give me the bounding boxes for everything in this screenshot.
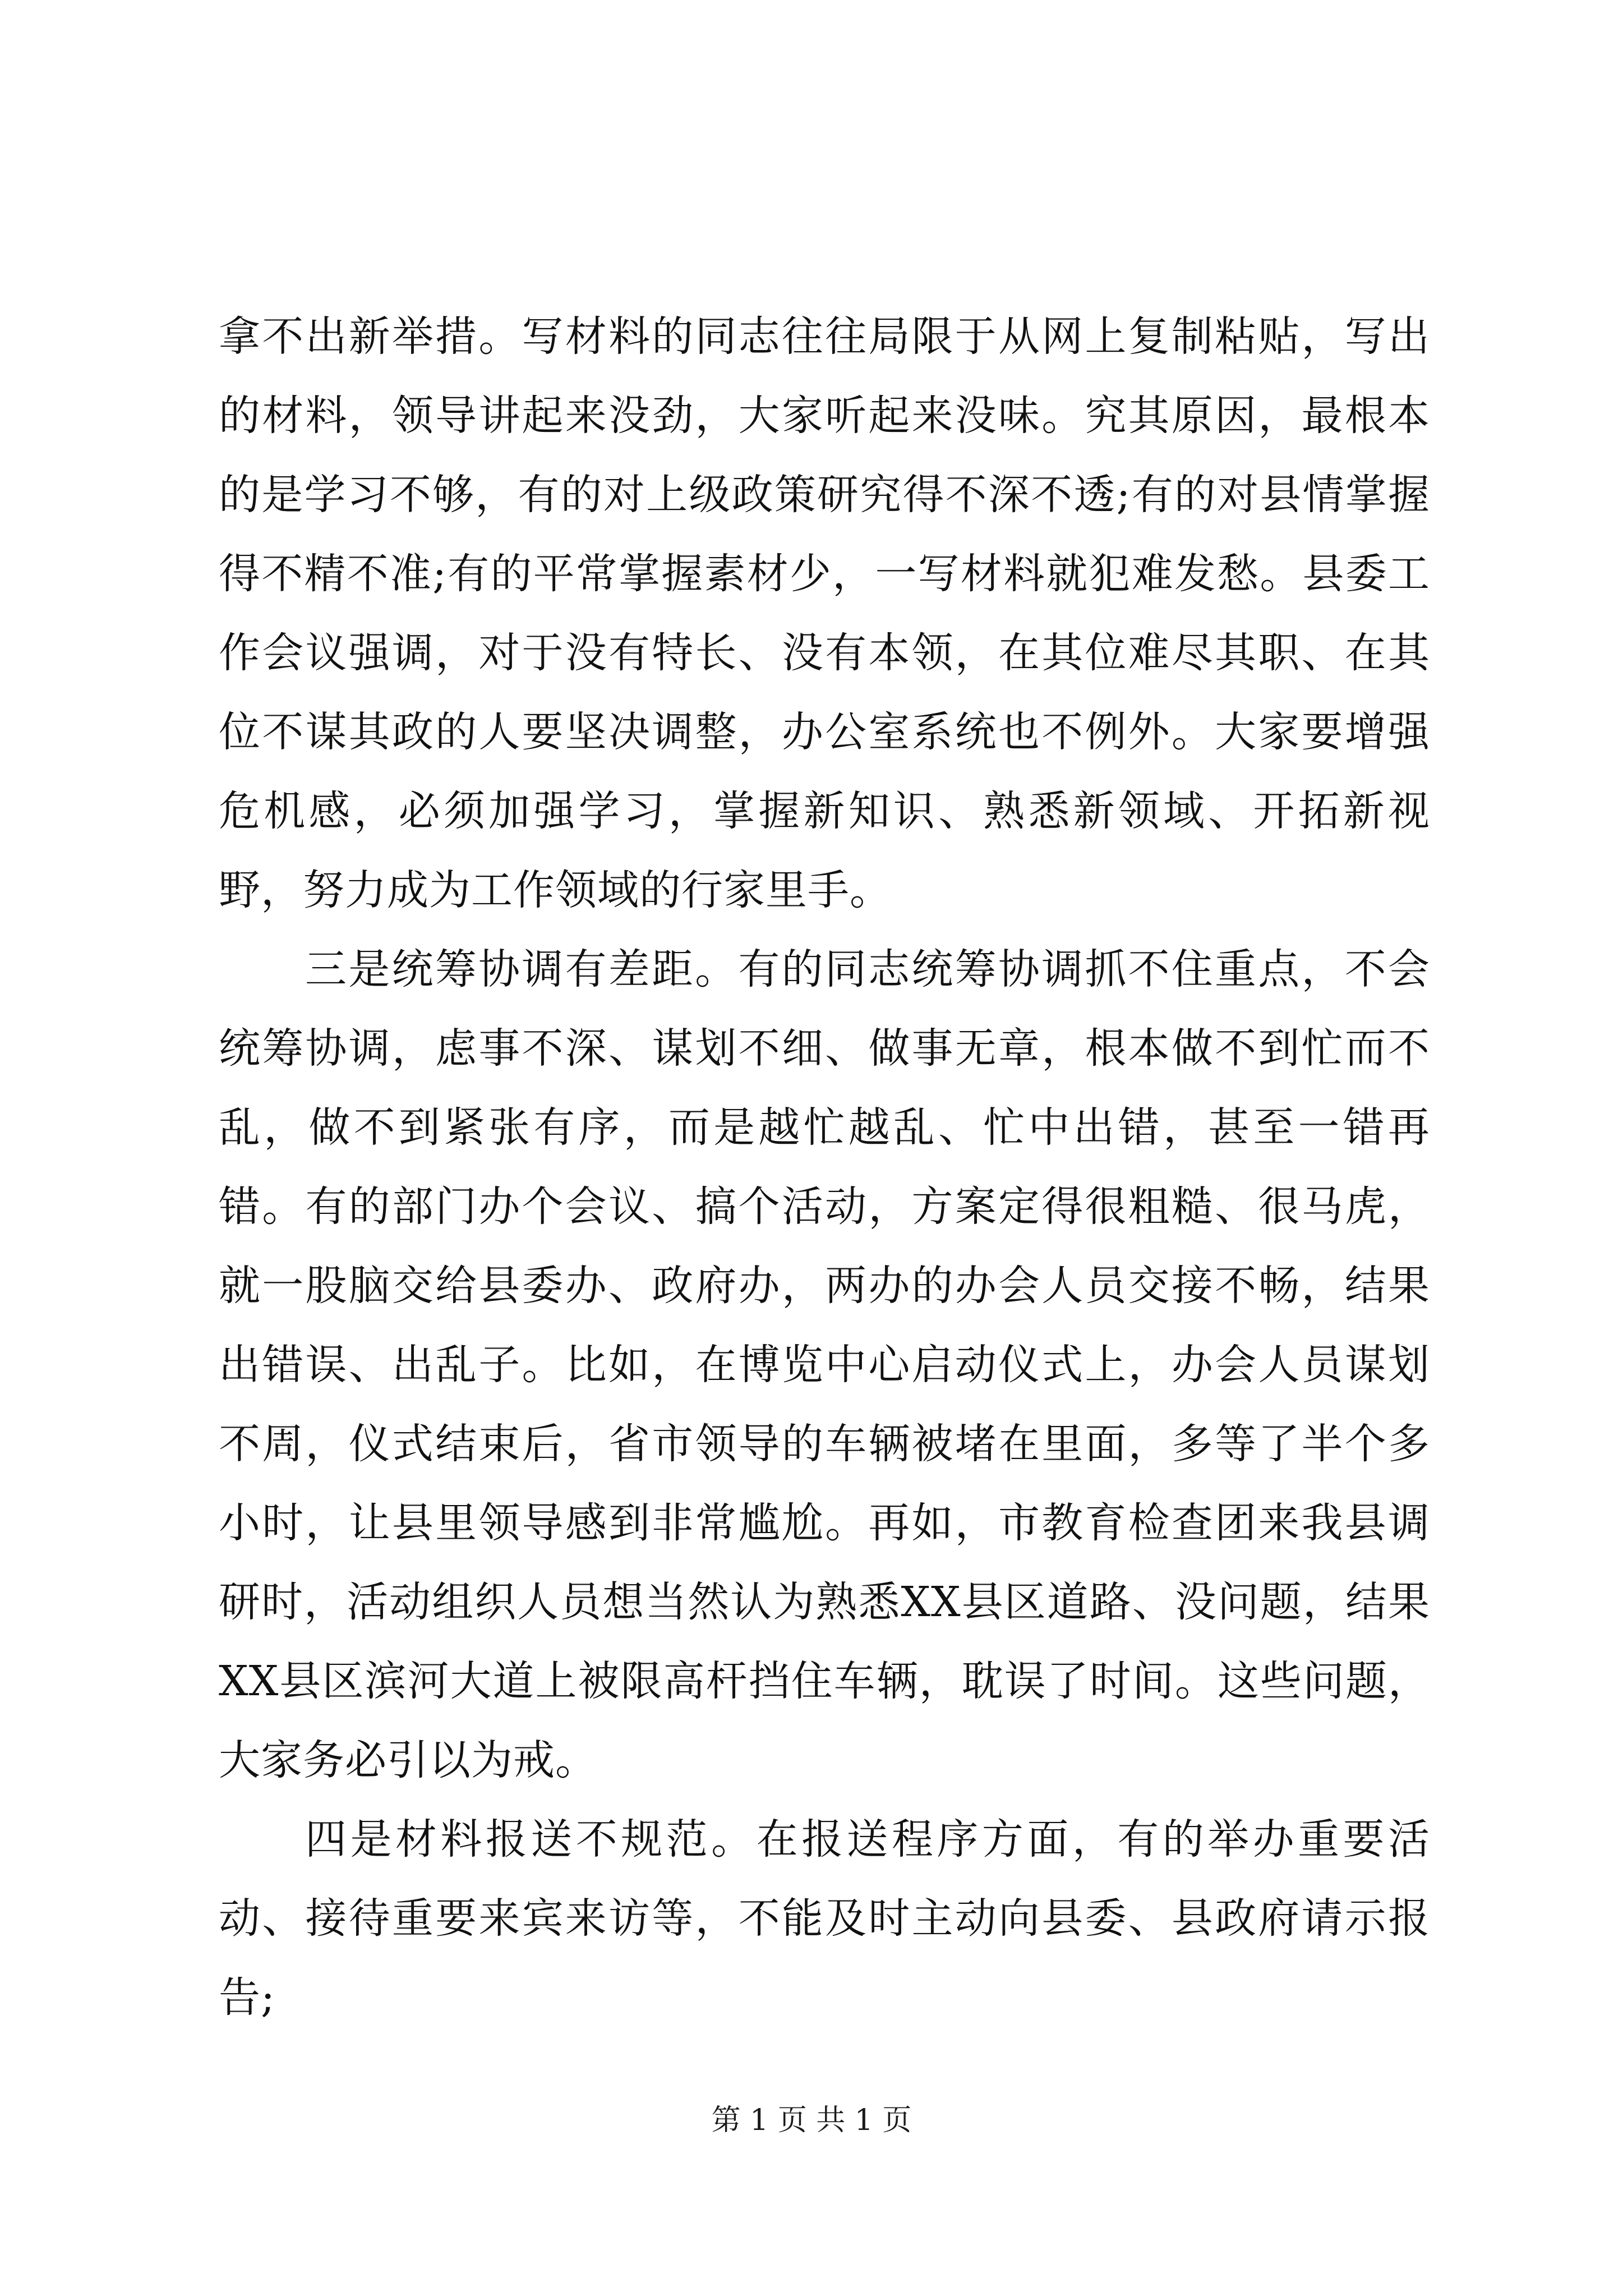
page-footer: 第 1 页 共 1 页	[711, 2104, 912, 2137]
document-body	[219, 297, 1430, 2037]
paragraph-1: 拿不出新举措。写材料的同志往往局限于从网上复制粘贴，写出的材料，领导讲起来没劲，大家听起来没味。究其原因，最根本的是学习不够，有的对上级政策研究得不深不透;有的对县情掌握得不精不准;有的平常掌握素材少，一写材料就犯难发愁。县委工作会议强调，对于没有特长、没有本领，在其位难尽其职、在其位不谋其政的人要坚决调整，办公室系统也不例外。大家要增强危机感，必须加强学习，掌握新知识、熟悉新领域、开拓新视野，努力成为工作领域的行家里手。	[219, 312, 1430, 914]
paragraph-3: 四是材料报送不规范。在报送程序方面，有的举办重要活动、接待重要来宾来访等，不能及时主动向县委、县政府请示报告;	[219, 1815, 1430, 2022]
paragraph-2: 三是统筹协调有差距。有的同志统筹协调抓不住重点，不会统筹协调，虑事不深、谋划不细、做事无章，根本做不到忙而不乱，做不到紧张有序，而是越忙越乱、忙中出错，甚至一错再错。有的部门办个会议、搞个活动，方案定得很粗糙、很马虎，就一股脑交给县委办、政府办，两办的办会人员交接不畅，结果出错误、出乱子。比如，在博览中心启动仪式上，办会人员谋划不周，仪式结束后，省市领导的车辆被堵在里面，多等了半个多小时，让县里领导感到非常尴尬。再如，市教育检查团来我县调研时，活动组织人员想当然认为熟悉XX县区道路、没问题，结果XX县区滨河大道上被限高杆挡住车辆，耽误了时间。这些问题，大家务必引以为戒。	[219, 945, 1430, 1784]
